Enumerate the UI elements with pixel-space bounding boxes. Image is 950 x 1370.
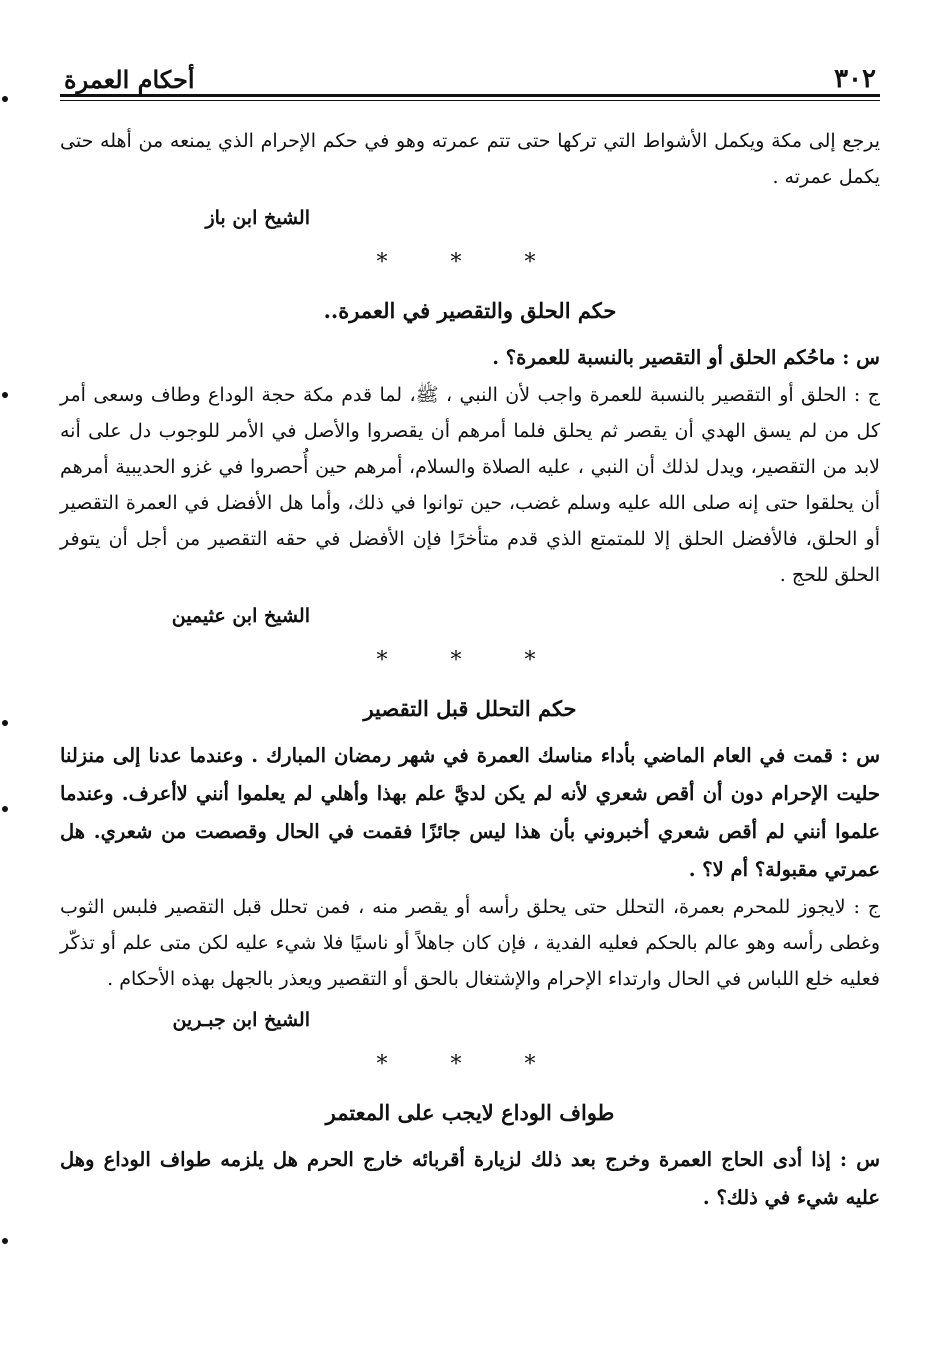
answer-shaving: ج : الحلق أو التقصير بالنسبة للعمرة واجب لأن النبي ، ﷺ، لما قدم مكة حجة الوداع وطاف وسعى أمر كل من لم يسق الهدي أن يقصر ثم يحلق فلما أمرهم أن يقصروا والأصل في الأمر للوجوب دل على أنه لابد من التقصير، ويدل لذلك أن النبي ، عليه الصلاة والسلام، أمرهم حين أُحصروا في غزو الحديبية أمرهم أن يحلقوا حتى إنه صلى الله عليه وسلم غضب، حين توانوا في ذلك، وأما هل الأفضل في العمرة التقصير أو الحلق، فالأفضل الحلق إلا للمتمتع الذي قدم متأخرًا فإن الأفضل في حقه التقصير من أجل أن يتوفر الحلق للحج . — [60, 384, 880, 586]
section-title-shaving: حكم الحلق والتقصير في العمرة.. — [323, 298, 617, 323]
answer-release: ج : لايجوز للمحرم بعمرة، التحلل حتى يحلق رأسه أو يقصر منه ، فمن تحلل قبل التقصير فلبس الثوب وغطى رأسه وهو عالم بالحكم فعليه الفدية ، فإن كان جاهلاً أو ناسيًا فلا شيء عليه لكن متى علم أو تذكّر فعليه خلع اللباس في الحال وارتداء الإحرام والإشتغال بالحق أو التقصير ويعذر بالجهل بهذه الأحكام . — [60, 896, 880, 990]
continuation-paragraph: يرجع إلى مكة ويكمل الأشواط التي تركها حتى تتم عمرته وهو في حكم الإحرام الذي يمنعه من أهله حتى يكمل عمرته . — [60, 130, 880, 188]
separator-stars: * * * — [376, 250, 564, 275]
running-header — [60, 40, 880, 94]
signature-ibn-baz: الشيخ ابن باز — [205, 207, 310, 229]
margin-mark — [2, 806, 8, 812]
question-farewell: س : إذا أدى الحاج العمرة وخرج بعد ذلك لزيارة أقربائه خارج الحرم هل يلزمه طواف الوداع وهل عليه شيء في ذلك؟ . — [60, 1148, 880, 1209]
section-title-release: حكم التحلل قبل التقصير — [363, 696, 577, 721]
book-title: أحكام العمرة — [64, 65, 195, 94]
question-shaving: س : ماحُكم الحلق أو التقصير بالنسبة للعمرة؟ . — [492, 346, 880, 369]
signature-ibn-uthaymeen: الشيخ ابن عثيمين — [171, 605, 310, 627]
separator-stars: * * * — [376, 1052, 564, 1077]
question-release: س : قمت في العام الماضي بأداء مناسك العمرة في شهر رمضان المبارك . وعندما عدنا إلى منزلنا حليت الإحرام دون أن أقص شعري لأنه لم يكن لديَّ علم بهذا وأهلي لم يعلموا أنني لاأعرف. وعندما علموا أنني لم أقص شعري أخبروني بأن هذا ليس جائزًا فقمت في الحال وقصصت من شعري. هل عمرتي مقبولة؟ أم لا؟ . — [60, 744, 880, 881]
margin-mark — [2, 392, 8, 398]
header-rule — [60, 94, 880, 101]
margin-mark — [2, 1238, 8, 1244]
book-page — [60, 40, 880, 1217]
separator-stars: * * * — [376, 648, 564, 673]
page-number: ٣٠٢ — [834, 64, 876, 94]
section-title-farewell: طواف الوداع لايجب على المعتمر — [325, 1100, 615, 1125]
margin-mark — [2, 720, 8, 726]
signature-ibn-jibreen: الشيخ ابن جبـرين — [172, 1009, 310, 1031]
margin-mark — [2, 96, 8, 102]
